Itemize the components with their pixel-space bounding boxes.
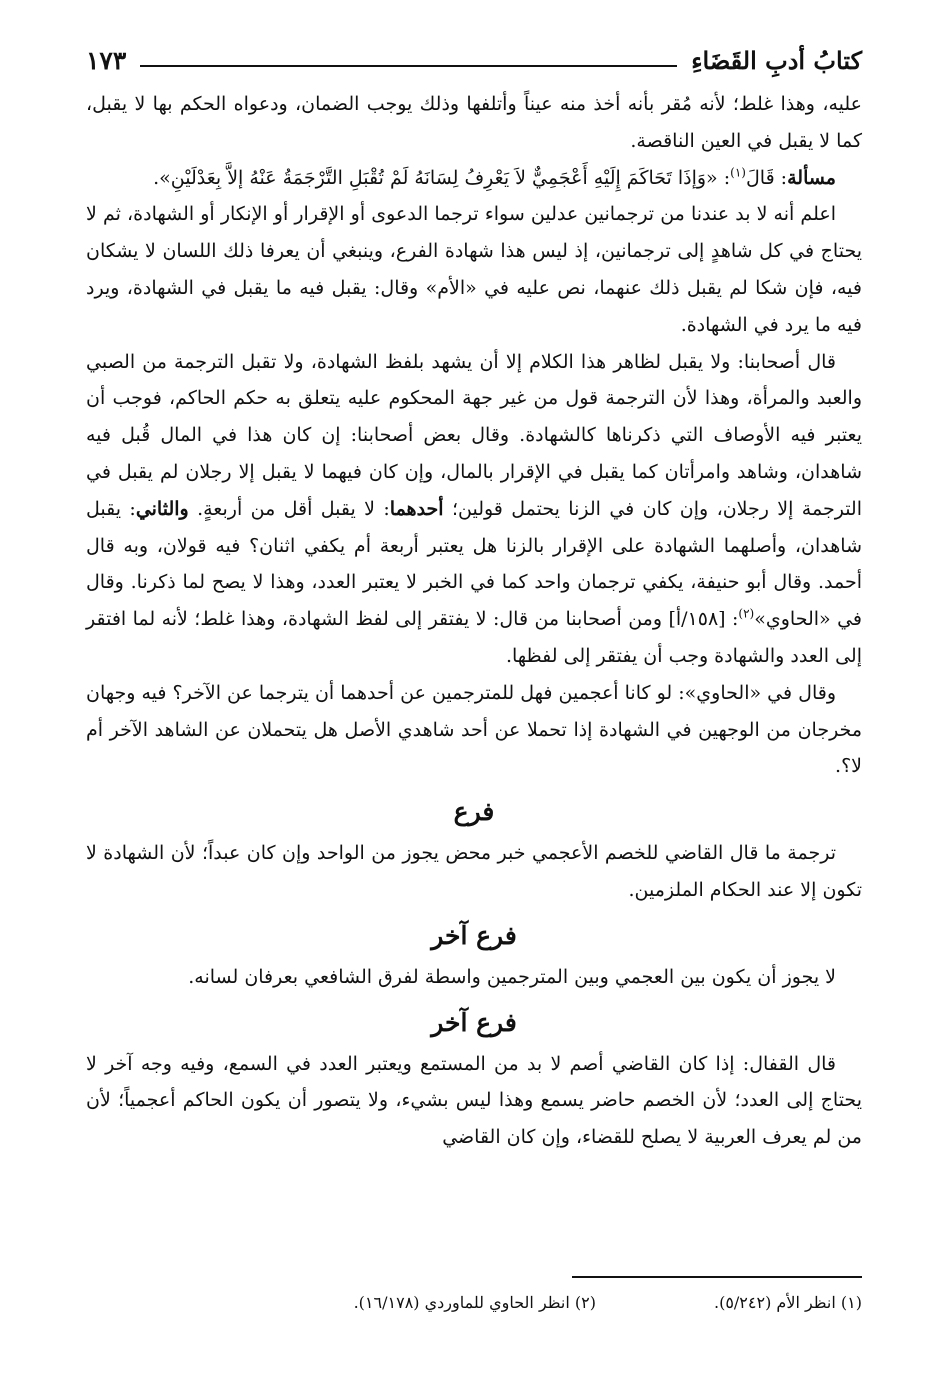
header-rule (140, 65, 677, 67)
masala-quote: : «وَإذَا تَحَاكَمَ إِلَيْهِ أَعْجَمِيٌّ لاَ يَعْرِفُ لِسَانَهُ لَمْ تُقْبَلِ التَّرْجَمَةُ عَنْهُ إلاَّ بِعَدْلَيْنِ». (153, 166, 731, 189)
masala-intro: : قَالَ (745, 166, 788, 189)
footnote-ref-2[interactable]: (٢) (738, 606, 755, 621)
footnote-1: (١) انظر الأم (٥/٢٤٢). (713, 1293, 862, 1312)
book-title: كتابُ أدبِ القَضَاءِ (691, 45, 862, 75)
section-text-far-akhar-2: قال القفال: إذا كان القاضي أصم لا بد من المستمع ويعتبر العدد في السمع، وفيه وجه آخر لا يحتاج إلى العدد؛ لأن الخصم حاضر يسمع وهذا ليس بشيء، ولا يتصور أن يكون الحاكم أعجمياً؛ لأن من لم يعرف العربية لا يصلح للقضاء، وإن كان القاضي (86, 1052, 862, 1149)
p4-part-b: : لا يقبل أقل من أربعةٍ. (188, 497, 390, 520)
paragraph-1: عليه، وهذا غلط؛ لأنه مُقر بأنه أخذ منه عيناً وأتلفها وذلك يوجب الضمان، ودعواه الحكم بها لا يقبل، كما لا يقبل في العين الناقصة. (86, 93, 862, 152)
page-number: ١٧٣ (86, 45, 127, 75)
footnote-rule (572, 1276, 862, 1278)
footnote-ref-1[interactable]: (١) (730, 165, 746, 180)
section-heading-far-akhar-1: فرع آخر (431, 920, 517, 950)
section-text-far: ترجمة ما قال القاضي للخصم الأعجمي خبر محض يجوز من الواحد وإن كان عبداً؛ لأن الشهادة لا تكون إلا عند الحكام الملزمين. (86, 842, 862, 901)
paragraph-4 (86, 344, 862, 675)
p4-part-c: : يقبل شاهدان، وأصلهما الشهادة على الإقرار بالزنا هل يعتبر أربعة أم يكفي اثنان؟ فيه قولان، وبه قال أحمد. وقال أبو حنيفة، يكفي ترجمان واحد كما في الخبر لا يعتبر العدد، وهذا لا يصح لما ذكرنا. وقال في «الحاوي» (86, 497, 862, 631)
paragraph-5: وقال في «الحاوي»: لو كانا أعجمين فهل للمترجمين عن أحدهما أن يترجما عن الآخر؟ فيه وجهان مخرجان من الوجهين في الشهادة إذا تحملا عن أحد شاهدي الأصل هل يتحملان عن الشاهد الآخر أم لا؟. (86, 681, 862, 778)
running-header (86, 38, 862, 82)
second-opinion-label: والثاني (135, 497, 189, 520)
p4-part-a: قال أصحابنا: ولا يقبل لظاهر هذا الكلام إلا أن يشهد بلفظ الشهادة، ولا تقبل الترجمة من الصبي والعبد والمرأة، وهذا لأن الترجمة قول من غير جهة المحكوم عليه يتعلق به حكم الحاكم، فوجب أن يعتبر فيه الأوصاف التي ذكرناها كالشهادة. وقال بعض أصحابنا: إن كان هذا في المال قُبل فيه شاهدان، وشاهد وامرأتان كما يقبل في الإقرار بالمال، وإن كان فيهما لا يقبل إلا رجلان لم يقبل في الترجمة إلا رجلان، وإن كان في الزنا يحتمل قولين؛ (86, 350, 862, 520)
masala-label: مسألة (787, 166, 836, 189)
p4-part-d: : [١٥٨/أ] ومن أصحابنا من قال: لا يفتقر إلى لفظ الشهادة، وهذا غلط؛ لأنه لما افتقر إلى العدد والشهادة وجب أن يفتقر إلى لفظها. (86, 608, 862, 667)
section-heading-far-akhar-2: فرع آخر (431, 1007, 517, 1037)
body-text (86, 86, 862, 1156)
section-heading-far: فرع (453, 797, 495, 827)
paragraph-masala (86, 160, 862, 197)
footnote-2: (٢) انظر الحاوي للماوردي (١٦/١٧٨). (353, 1293, 596, 1312)
footnotes (86, 1290, 862, 1316)
first-opinion-label: أحدهما (389, 497, 444, 520)
paragraph-3: اعلم أنه لا بد عندنا من ترجمانين عدلين سواء ترجما الدعوى أو الإقرار أو الإنكار أو الشهادة، ثم لا يحتاج في كل شاهدٍ إلى ترجمانين، إذ ليس هذا شهادة الفرع، وينبغي أن يعرفا ذلك اللسان لا يشكان فيه، فإن شكا لم يقبل ذلك عنهما، نص عليه في «الأم» وقال: يقبل فيه ما يقبل في الشهادة، ويرد فيه ما يرد في الشهادة. (86, 203, 862, 336)
section-text-far-akhar-1: لا يجوز أن يكون بين العجمي وبين المترجمين واسطة لفرق الشافعي بعرفان لسانه. (188, 965, 836, 988)
